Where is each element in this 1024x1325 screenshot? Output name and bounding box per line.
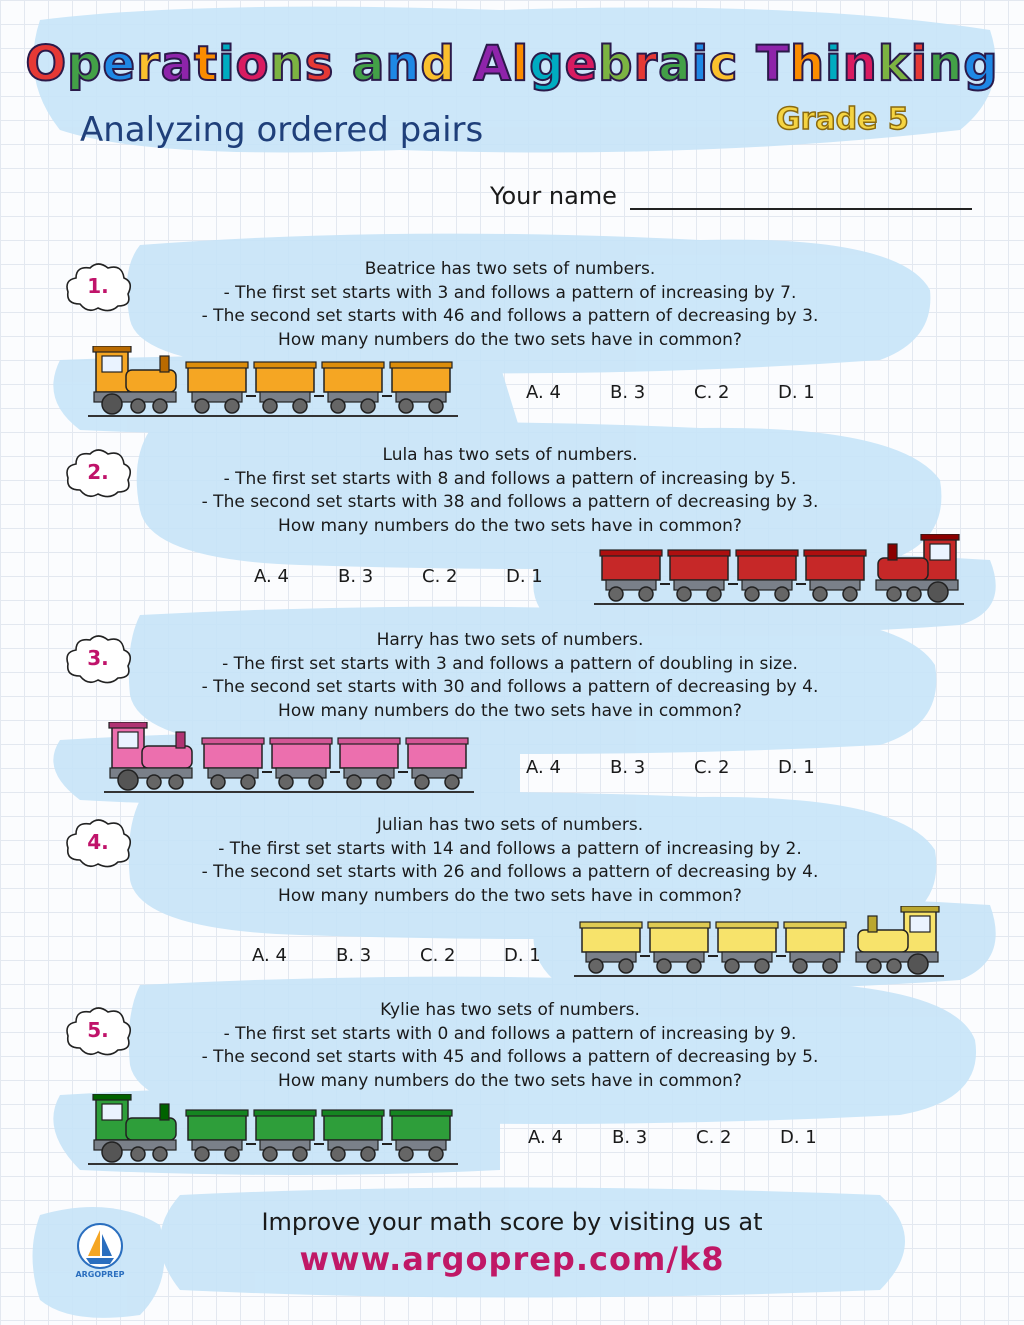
worksheet-title: Operations and Algebraic Thinking: [25, 36, 999, 92]
worksheet-subtitle: Analyzing ordered pairs: [80, 110, 484, 150]
choice-b[interactable]: B. 3: [610, 757, 646, 778]
name-input-line[interactable]: [630, 208, 972, 210]
answer-choices-1: [526, 382, 862, 403]
question-number-2: 2.: [62, 444, 134, 500]
choice-b[interactable]: B. 3: [610, 382, 646, 403]
question-text-5: Kylie has two sets of numbers. - The first set starts with 0 and follows a pattern of increasing by 9. - The second set starts with 45 and follows a pattern of decreasing by 5. How many numbers do the two sets have in common?: [201, 1000, 819, 1091]
choice-c[interactable]: C. 2: [694, 757, 730, 778]
answer-choices-5: [528, 1127, 864, 1148]
footer-url-link[interactable]: www.argoprep.com/k8: [299, 1240, 725, 1278]
choice-c[interactable]: C. 2: [696, 1127, 732, 1148]
train-drawing: [88, 1094, 458, 1170]
answer-choices-3: [526, 757, 862, 778]
choice-d[interactable]: D. 1: [780, 1127, 817, 1148]
train-icon-orange: [88, 346, 458, 422]
train-icon-yellow: [574, 906, 944, 982]
choice-d[interactable]: D. 1: [778, 757, 815, 778]
answer-choices-4: [252, 945, 588, 966]
choice-b[interactable]: B. 3: [612, 1127, 648, 1148]
choice-d[interactable]: D. 1: [504, 945, 541, 966]
train-drawing: [574, 906, 944, 982]
choice-d[interactable]: D. 1: [506, 566, 543, 587]
choice-a[interactable]: A. 4: [252, 945, 287, 966]
train-drawing: [88, 346, 458, 422]
footer-message: Improve your math score by visiting us at: [261, 1208, 763, 1236]
question-number-1: 1.: [62, 258, 134, 314]
train-drawing: [104, 722, 474, 798]
question-text-1: Beatrice has two sets of numbers. - The first set starts with 3 and follows a pattern of increasing by 7. - The second set starts with 46 and follows a pattern of decreasing by 3. How many numbers do the two sets have in common?: [201, 259, 819, 350]
train-icon-red: [594, 534, 964, 610]
choice-d[interactable]: D. 1: [778, 382, 815, 403]
choice-a[interactable]: A. 4: [526, 382, 561, 403]
question-text-4: Julian has two sets of numbers. - The first set starts with 14 and follows a pattern of increasing by 2. - The second set starts with 26 and follows a pattern of decreasing by 4. How many numbers do the two sets have in common?: [201, 815, 819, 906]
question-number-5: 5.: [62, 1002, 134, 1058]
logo-text: ARGOPREP: [75, 1270, 125, 1279]
question-number-3: 3.: [62, 630, 134, 686]
choice-c[interactable]: C. 2: [422, 566, 458, 587]
grade-label: Grade 5: [776, 102, 909, 137]
question-text-3: Harry has two sets of numbers. - The first set starts with 3 and follows a pattern of doubling in size. - The second set starts with 30 and follows a pattern of decreasing by 4. How many numbers do the two sets have in common?: [201, 630, 819, 721]
train-icon-green: [88, 1094, 458, 1170]
train-icon-pink: [104, 722, 474, 798]
choice-b[interactable]: B. 3: [338, 566, 374, 587]
choice-b[interactable]: B. 3: [336, 945, 372, 966]
name-label: Your name: [490, 182, 617, 210]
question-text-2: Lula has two sets of numbers. - The first set starts with 8 and follows a pattern of increasing by 5. - The second set starts with 38 and follows a pattern of decreasing by 3. How many numbers do the two sets have in common?: [201, 445, 819, 536]
question-number-4: 4.: [62, 814, 134, 870]
choice-c[interactable]: C. 2: [694, 382, 730, 403]
answer-choices-2: [254, 566, 590, 587]
choice-a[interactable]: A. 4: [528, 1127, 563, 1148]
choice-a[interactable]: A. 4: [526, 757, 561, 778]
train-drawing: [594, 534, 964, 610]
choice-a[interactable]: A. 4: [254, 566, 289, 587]
choice-c[interactable]: C. 2: [420, 945, 456, 966]
